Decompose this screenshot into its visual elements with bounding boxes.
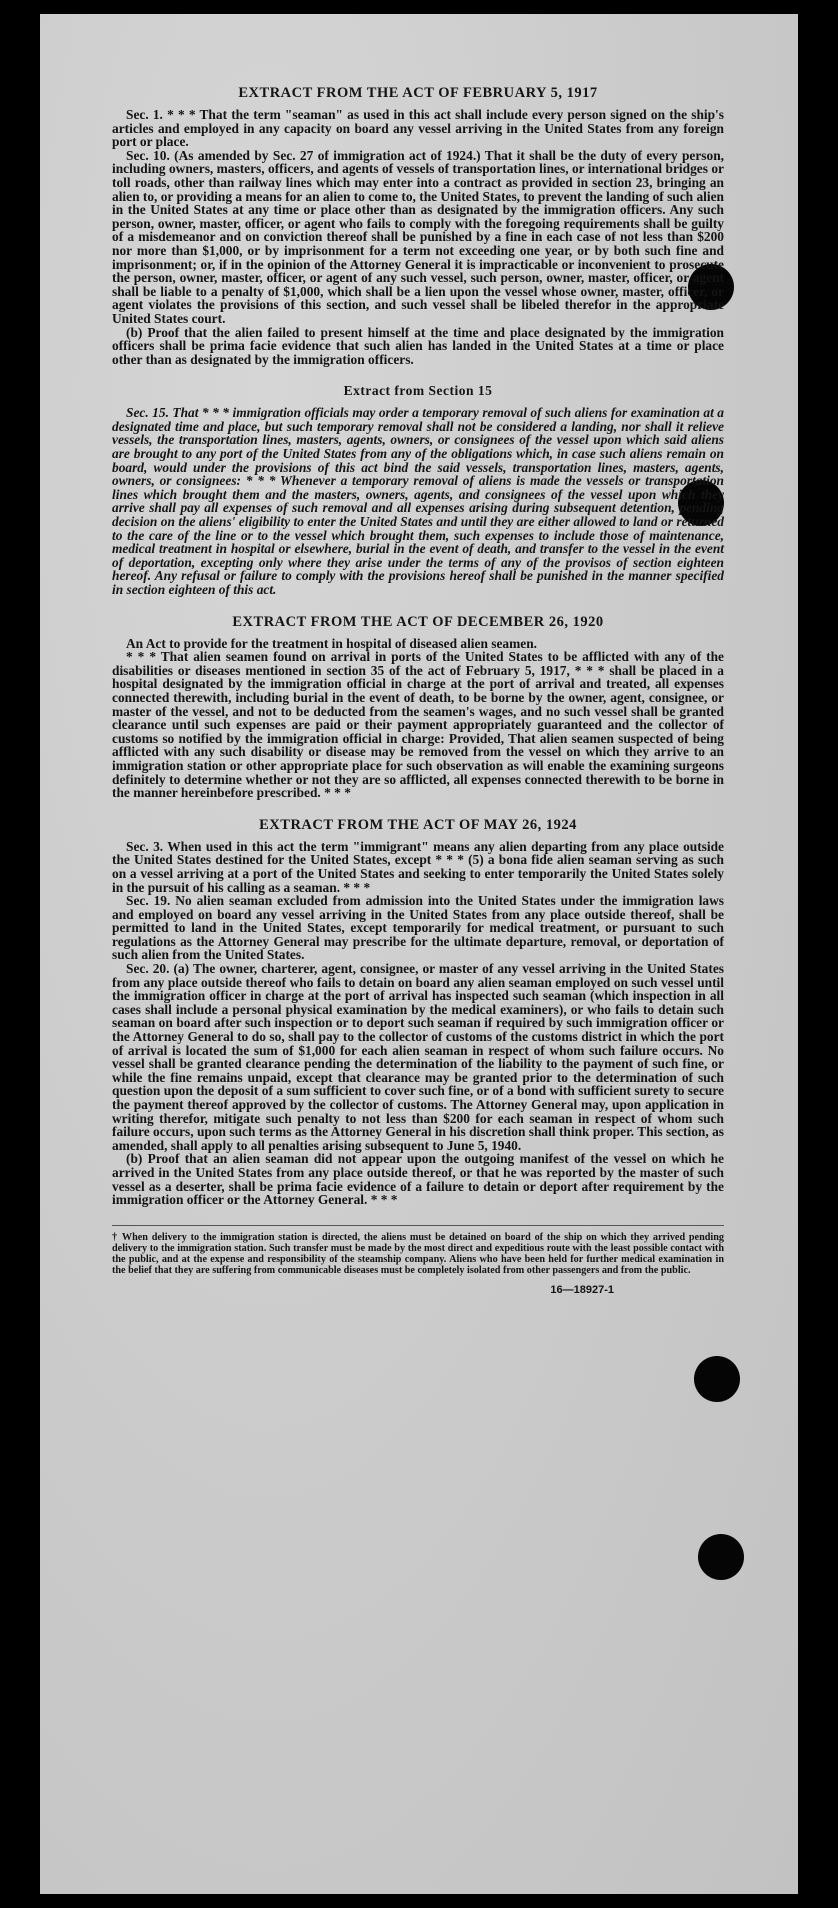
punch-hole <box>694 1356 740 1402</box>
paragraph: Sec. 15. That * * * immigration officials may order a temporary removal of such aliens for examination at a designated time and place, but such temporary removal shall not be considered a landing, nor shall it relieve vessels, the transportation lines, masters, agents, owners, or consignees of the vessel upon which said aliens are brought to any port of the United States from any of the obligations which, in case such aliens remain on board, would under the provisions of this act bind the said vessels, transportation lines, masters, agents, owners, or consignees: * * * Whenever a temporary removal of aliens is made the vessels or transportation lines which brought them and the masters, owners, agents, and consignees of the vessel upon which they arrive shall pay all expenses of such removal and all expenses arising during subsequent detention, pending decision on the aliens' eligibility to enter the United States and until they are either allowed to land or returned to the care of the line or to the vessel which brought them, such expenses to include those of maintenance, medical treatment in hospital or elsewhere, burial in the event of death, and transfer to the vessel in the event of deportation, excepting only where they arise under the terms of any of the provisos of section eighteen hereof. Any refusal or failure to comply with the provisions hereof shall be punished in the manner specified in section eighteen of this act. <box>112 405 724 597</box>
paragraph: An Act to provide for the treatment in hospital of diseased alien seamen. <box>126 635 538 651</box>
form-number: 16—18927-1 <box>550 1283 614 1296</box>
paragraph: Sec. 3. When used in this act the term "immigrant" means any alien departing from any place outside the United States destined for the United States, except * * * (5) a bona fide alien seaman serving as such on a vessel arriving at a port of the United States and seeking to enter temporarily the United States solely in the pursuit of his calling as a seaman. * * * <box>112 838 724 895</box>
section-heading: EXTRACT FROM THE ACT OF MAY 26, 1924 <box>259 816 577 833</box>
section-heading: EXTRACT FROM THE ACT OF DECEMBER 26, 1920 <box>232 613 604 630</box>
document-body <box>112 84 724 1296</box>
section-act-1917 <box>112 84 724 366</box>
paragraph: Sec. 20. (a) The owner, charterer, agent, consignee, or master of any vessel arriving in the United States from any place outside thereof who fails to detain on board any alien seaman employed on such vessel until the immigration officer in charge at the port of arrival has inspected such seaman (which inspection in all cases shall include a personal physical examination by the medical examiners), or who fails to detain such seaman on board after such inspection or to deport such seaman if required by such immigration officer or the Attorney General to do so, shall pay to the collector of customs of the customs district in which the port of arrival is located the sum of $1,000 for each alien seaman in respect of whom such failure occurs. No vessel shall be granted clearance pending the determination of the liability to the payment of such fine, or while the fine remains unpaid, except that clearance may be granted prior to the determination of such question upon the deposit of a sum sufficient to cover such fine, or of a bond with sufficient surety to secure the payment thereof approved by the collector of customs. The Attorney General may, upon application in writing therefor, mitigate such penalty to not less than $200 for each seaman in respect of whom such failure occurs, upon such terms as the Attorney General in his discretion shall think proper. This section, as amended, shall apply to all penalties arising subsequent to June 5, 1940. <box>112 961 724 1153</box>
section-extract-15 <box>112 382 724 596</box>
section-act-1920 <box>112 613 724 800</box>
punch-hole <box>698 1534 744 1580</box>
section-heading: Extract from Section 15 <box>343 383 493 399</box>
paragraph: Sec. 1. * * * That the term "seaman" as used in this act shall include every person signed on the ship's articles and employed in any capacity on board any vessel arriving in the United States from any foreign port or place. <box>112 107 724 150</box>
paragraph: (b) Proof that the alien failed to present himself at the time and place designated by the immigration officers shall be prima facie evidence that such alien has landed in the United States at a time or place other than as designated by the immigration officers. <box>112 324 724 367</box>
paragraph: * * * That alien seamen found on arrival in ports of the United States to be afflicted with any of the disabilities or diseases mentioned in section 35 of the act of February 5, 1917, * * * shall be placed in a hospital designated by the immigration official in charge at the port of arrival and treated, all expenses connected therewith, including burial in the event of death, to be borne by the owner, agent, consignee, or master of the vessel, and not to be deducted from the seamen's wages, and no such vessel shall be granted clearance until such expenses are paid or their payment appropriately guaranteed and the collector of customs so notified by the immigration official in charge: Provided, That alien seamen suspected of being afflicted with any such disability or disease may be removed from the vessel on which they arrive to an immigration station or other appropriate place for such observation as will enable the examining surgeons definitely to determine whether or not they are so afflicted, all expenses connected therewith to be borne in the manner hereinbefore prescribed. * * * <box>112 649 724 801</box>
paragraph: (b) Proof that an alien seaman did not appear upon the outgoing manifest of the vessel on which he arrived in the United States from any place outside thereof, or that he was reported by the master of such vessel as a deserter, shall be prima facie evidence of a failure to detain or deport after requirement by the immigration officer or the Attorney General. * * * <box>112 1151 724 1208</box>
document-page <box>40 14 798 1894</box>
section-act-1924 <box>112 816 724 1207</box>
footnote: † When delivery to the immigration station is directed, the aliens must be detained on board of the ship on which they arrived pending delivery to the immigration station. Such transfer must be made by the most direct and expeditious route with the least possible contact with the public, and at the expense and responsibility of the steamship company. Aliens who have been held for further medical examination in the belief that they are suffering from communicable diseases must be completely isolated from other passengers and from the public. <box>112 1225 724 1276</box>
paragraph: Sec. 10. (As amended by Sec. 27 of immigration act of 1924.) That it shall be the duty of every person, including owners, masters, officers, and agents of vessels of transportation lines, or international bridges or toll roads, other than railway lines which may enter into a contract as provided in section 23, bringing an alien to, or providing a means for an alien to come to, the United States, to prevent the landing of such alien in the United States at any time or place other than as designated by the immigration officers. Any such person, owner, master, officer, or agent who fails to comply with the foregoing requirements shall be guilty of a misdemeanor and on conviction thereof shall be punished by a fine in each case of not less than $200 nor more than $1,000, or by imprisonment for a term not exceeding one year, or by both such fine and imprisonment; or, if in the opinion of the Attorney General it is impracticable or inconvenient to prosecute the person, owner, master, officer, or agent of any such vessel, such person, owner, master, officer, or agent shall be liable to a penalty of $1,000, which shall be a lien upon the vessel whose owner, master, officer, or agent violates the provisions of this section, and such vessel shall be libeled therefor in the appropriate United States court. <box>112 147 725 326</box>
section-heading: EXTRACT FROM THE ACT OF FEBRUARY 5, 1917 <box>238 85 598 101</box>
paragraph: Sec. 19. No alien seaman excluded from admission into the United States under the immigration laws and employed on board any vessel arriving in the United States from any place outside thereof, shall be permitted to land in the United States, except temporarily for medical treatment, or pursuant to such regulations as the Attorney General may prescribe for the ultimate departure, removal, or deportation of such alien from the United States. <box>112 893 724 963</box>
